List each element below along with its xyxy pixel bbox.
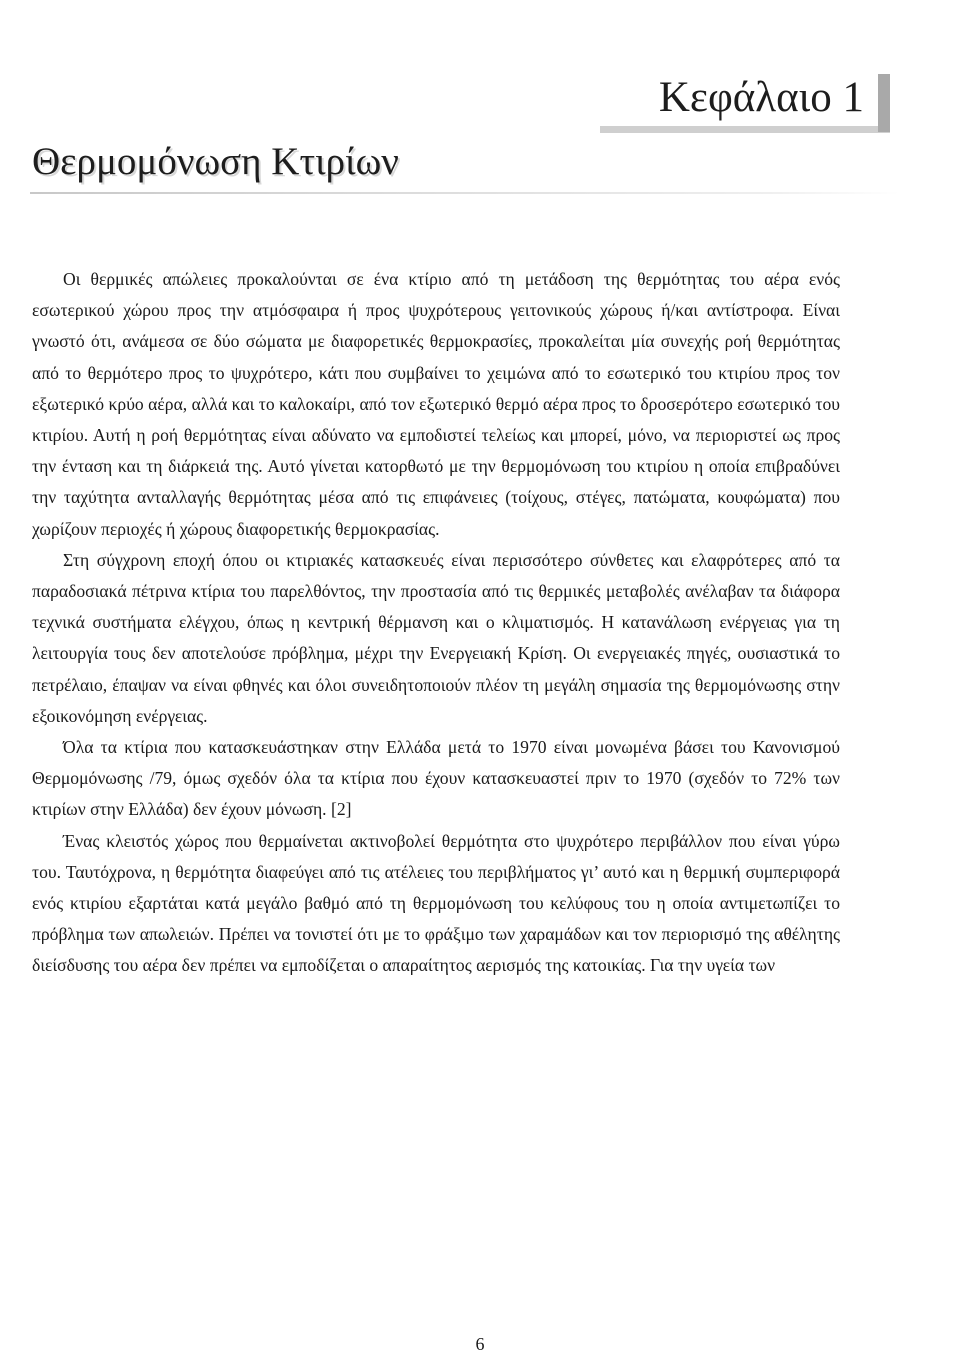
paragraph-3: Όλα τα κτίρια που κατασκευάστηκαν στην Ελλάδα μετά το 1970 είναι μονωμένα βάσει του Κανονισμού Θερμομόνωσης /79, όμως σχεδόν όλα τα κτίρια που έχουν κατασκευαστεί πριν το 1970 (σχεδόν το 72% των κτιρίων στην Ελλάδα) δεν έχουν μόνωση. [2] bbox=[32, 737, 840, 820]
section-title-block bbox=[30, 136, 900, 194]
paragraph-1: Οι θερμικές απώλειες προκαλούνται σε ένα κτίριο από τη μετάδοση της θερμότητας του αέρα ενός εσωτερικού χώρου προς την ατμόσφαιρα ή προς ψυχρότερους γειτονικούς χώρους ή/και αντίστροφα. Είναι γνωστό ότι, ανάμεσα σε δύο σώματα με διαφορετικές θερμοκρασίες, προκαλείται μία συνεχής ροή θερμότητας από το θερμότερο προς το ψυχρότερο, κάτι που συμβαίνει το χειμώνα από το εσωτερικό του κτιρίου προς τον εξωτερικό κρύο αέρα, αλλά και το καλοκαίρι, από τον εξωτερικό θερμό αέρα προς το δροσερότερο εσωτερικό του κτιρίου. Αυτή η ροή θερμότητας είναι αδύνατο να εμποδιστεί τελείως και μπορεί, μόνο, να περιοριστεί ως προς την ένταση και τη διάρκειά της. Αυτό γίνεται κατορθωτό με την θερμομόνωση του κτιρίου η οποία επιβραδύνει την ταχύτητα ανταλλαγής θερμότητας μέσα από τις επιφάνειες (τοίχους, στέγες, πατώματα, κουφώματα) που χωρίζουν περιοχές ή χώρους διαφορετικής θερμοκρασίας. bbox=[32, 269, 840, 539]
title-underline bbox=[30, 192, 900, 194]
page-number: 6 bbox=[475, 1334, 485, 1354]
section-title: Θερμομόνωση Κτιρίων bbox=[32, 140, 399, 183]
body-text bbox=[32, 264, 840, 982]
chapter-label: Κεφάλαιο 1 bbox=[658, 74, 864, 121]
paragraph-4: Ένας κλειστός χώρος που θερμαίνεται ακτινοβολεί θερμότητα στο ψυχρότερο περιβάλλον που είναι γύρω του. Ταυτόχρονα, η θερμότητα διαφεύγει από τις ατέλειες του περιβλήματος γι’ αυτό και η θερμική συμπεριφορά ενός κτιρίου εξαρτάται κατά μεγάλο βαθμό από τη θερμομόνωση του κελύφους του η οποία αντιμετωπίζει το πρόβλημα των απωλειών. Πρέπει να τονιστεί ότι με το φράξιμο των χαραμάδων και τον περιορισμό της αθέλητης διείσδυσης του αέρα δεν πρέπει να εμποδίζεται ο απαραίτητος αερισμός της κατοικίας. Για την υγεία των bbox=[32, 830, 840, 976]
chapter-heading-bar bbox=[878, 74, 890, 132]
chapter-heading bbox=[600, 70, 890, 133]
paragraph-2: Στη σύγχρονη εποχή όπου οι κτιριακές κατασκευές είναι περισσότερο σύνθετες και ελαφρότερες από τα παραδοσιακά πέτρινα κτίρια του παρελθόντος, την προστασία από τις θερμικές μεταβολές ανέλαβαν τα διάφορα τεχνικά συστήματα ελέγχου, όπως η κεντρική θέρμανση και ο κλιματισμός. Η κατανάλωση ενέργειας για τη λειτουργία τους δεν αποτελούσε πρόβλημα, μέχρι την Ενεργειακή Κρίση. Οι ενεργειακές πηγές, ουσιαστικά το πετρέλαιο, έπαψαν να είναι φθηνές και όλοι συνειδητοποιούν πλέον τη μεγάλη σημασία της θερμομόνωσης στην εξοικονόμηση ενέργειας. bbox=[32, 549, 840, 726]
